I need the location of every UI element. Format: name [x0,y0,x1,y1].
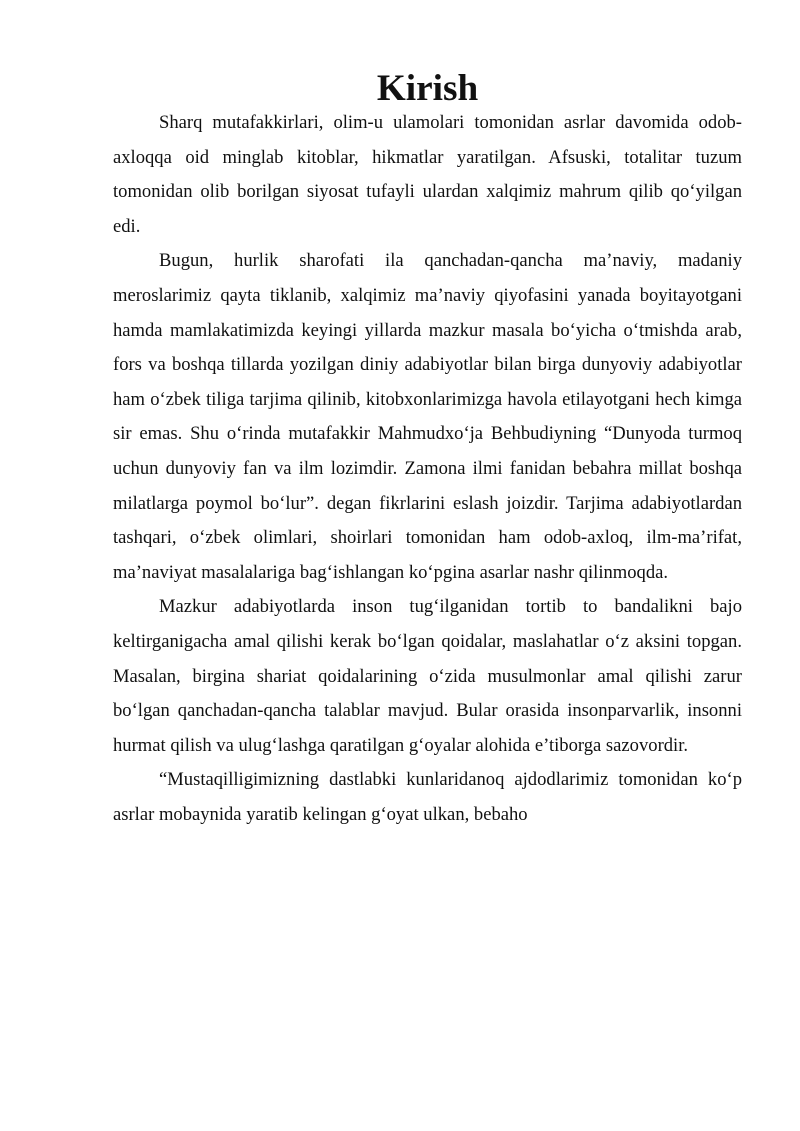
paragraph-3: Mazkur adabiyotlarda inson tug‘ilganidan tortib to bandalikni bajo keltirganigacha amal qilishi kerak bo‘lgan qoidalar, maslahatlar o‘z aksini topgan. Masalan, birgina shariat qoidalarining o‘zida musulmonlar amal qilishi zarur bo‘lgan qanchadan-qancha talablar mavjud. Bular orasida insonparvarlik, insonni hurmat qilish va ulug‘lashga qaratilgan g‘oyalar alohida e’tiborga sazovordir. [113,596,742,756]
paragraph-2: Bugun, hurlik sharofati ila qanchadan-qancha ma’naviy, madaniy meroslarimiz qayta tiklanib, xalqimiz ma’naviy qiyofasini yanada boyitayotgani hamda mamlakatimizda keyingi yillarda mazkur masala bo‘yicha o‘tmishda arab, fors va boshqa tillarda yozilgan diniy adabiyotlar bilan birga dunyoviy adabiyotlar ham o‘zbek tiliga tarjima qilinib, kitobxonlarimizga havola etilayotgani hech kimga sir emas. Shu o‘rinda mutafakkir Mahmudxo‘ja Behbudiyning “Dunyoda turmoq uchun dunyoviy fan va ilm lozimdir. Zamona ilmi fanidan bebahra millat boshqa milatlarga poymol bo‘lur”. degan fikrlarini eslash joizdir. Tarjima adabiyotlardan tashqari, o‘zbek olimlari, shoirlari tomonidan ham odob-axloq, ilm-ma’rifat, ma’naviyat masalalariga bag‘ishlangan ko‘pgina asarlar nashr qilinmoqda. [113,250,742,583]
paragraph-1: Sharq mutafakkirlari, olim-u ulamolari tomonidan asrlar davomida odob-axloqqa oid minglab kitoblar, hikmatlar yaratilgan. Afsuski, totalitar tuzum tomonidan olib borilgan siyosat tufayli ulardan xalqimiz mahrum qilib qo‘yilgan edi. [113,112,742,237]
paragraph-4: “Mustaqilligimizning dastlabki kunlaridanoq ajdodlarimiz tomonidan ko‘p asrlar mobaynida yaratib kelingan g‘oyat ulkan, bebaho [113,769,742,825]
section-title: Kirish [376,68,479,109]
document-body [113,68,742,832]
